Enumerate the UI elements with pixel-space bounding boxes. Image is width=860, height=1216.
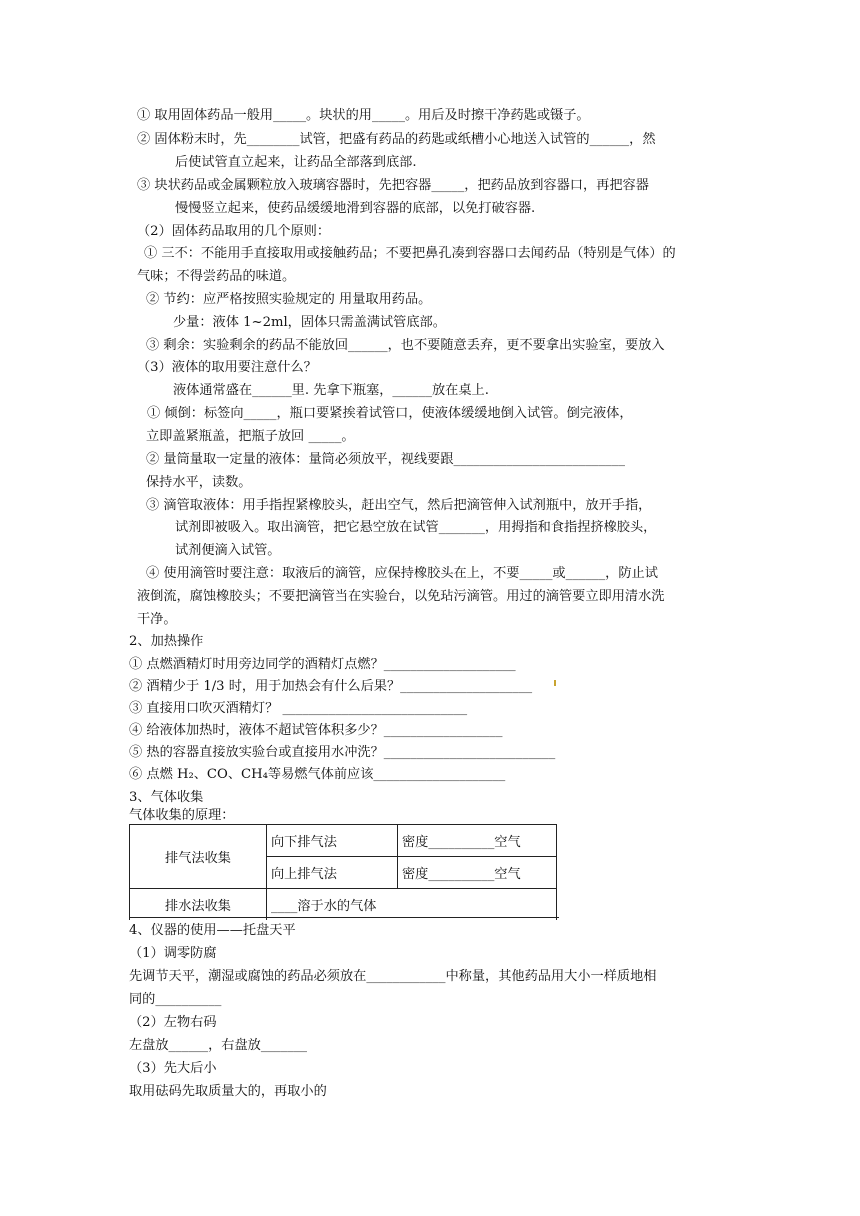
text-line: 液体通常盛在______里. 先拿下瓶塞，______放在桌上. <box>173 383 489 398</box>
text-line: ① 点燃酒精灯时用旁边同学的酒精灯点燃？____________________ <box>129 657 516 672</box>
text-line: 保持水平，读数。 <box>146 475 252 490</box>
table-cell-down: 向下排气法 <box>267 825 398 857</box>
text-line: 取用砝码先取质量大的，再取小的 <box>129 1084 327 1099</box>
text-line: ② 酒精少于 1/3 时，用于加热会有什么后果？____________________ <box>129 679 533 694</box>
text-line: 后使试管直立起来，让药品全部落到底部. <box>175 155 417 170</box>
table-cell-up: 向上排气法 <box>267 857 398 889</box>
text-line: 同的__________ <box>129 992 222 1007</box>
text-line: ③ 块状药品或金属颗粒放入玻璃容器时，先把容器_____，把药品放到容器口，再把容器 <box>137 178 649 193</box>
text-line: ⑤ 热的容器直接放实验台或直接用水冲洗？__________________________ <box>129 745 556 760</box>
text-line: ④ 使用滴管时要注意：取液后的滴管，应保持橡胶头在上，不要_____或______，防止试 <box>146 566 658 581</box>
section-heading: 3、气体收集 <box>129 790 204 805</box>
highlight-mark <box>554 680 556 686</box>
table-cell-density-gt: 密度__________空气 <box>398 857 557 889</box>
text-line: ③ 滴管取液体：用手指捏紧橡胶头，赶出空气，然后把滴管伸入试剂瓶中，放开手指， <box>146 498 652 513</box>
text-line: ① 三不：不能用手直接取用或接触药品；不要把鼻孔凑到容器口去闻药品（特别是气体）的 <box>144 246 676 261</box>
text-line: ② 固体粉末时，先________试管，把盛有药品的药匙或纸槽小心地送入试管的______，然 <box>137 132 656 147</box>
text-line: 气味；不得尝药品的味道。 <box>137 269 296 284</box>
text-line: ③ 直接用口吹灭酒精灯？ ____________________________ <box>129 701 468 716</box>
text-line: ① 取用固体药品一般用_____。块状的用_____。用后及时擦干净药匙或镊子。 <box>137 108 590 123</box>
text-line: 试剂即被吸入。取出滴管，把它悬空放在试管_______，用拇指和食指捏挤橡胶头， <box>175 520 657 535</box>
table-cell-density-lt: 密度__________空气 <box>398 825 557 857</box>
table-cell-water-desc: ____溶于水的气体 <box>267 889 557 921</box>
table-bottom-line <box>129 917 559 918</box>
section-heading: 2、加热操作 <box>129 634 204 649</box>
text-line: 干净。 <box>137 612 177 627</box>
table-cell-exhaust: 排气法收集 <box>130 825 267 889</box>
text-line: 气体收集的原理： <box>129 808 235 823</box>
text-line: 左盘放______，右盘放_______ <box>129 1038 308 1053</box>
text-line: 液倒流，腐蚀橡胶头；不要把滴管当在实验台，以免玷污滴管。用过的滴管要立即用清水洗 <box>137 589 665 604</box>
section-heading: （3）先大后小 <box>129 1061 217 1076</box>
section-heading: （3）液体的取用要注意什么？ <box>137 360 317 375</box>
section-heading: （2）左物右码 <box>129 1015 217 1030</box>
text-line: 立即盖紧瓶盖，把瓶子放回 _____。 <box>146 429 355 444</box>
section-heading: （1）调零防腐 <box>129 946 217 961</box>
text-line: ③ 剩余：实验剩余的药品不能放回______，也不要随意丢弃，更不要拿出实验室，要放入 <box>146 338 665 353</box>
text-line: 少量：液体 1~2ml，固体只需盖满试管底部。 <box>173 315 446 330</box>
text-line: ② 节约：应严格按照实验规定的 用量取用药品。 <box>146 292 432 307</box>
text-line: 慢慢竖立起来，使药品缓缓地滑到容器的底部，以免打破容器. <box>175 201 536 216</box>
text-line: ④ 给液体加热时，液体不超试管体积多少？__________________ <box>129 723 503 738</box>
text-line: ⑥ 点燃 H₂、CO、CH₄等易燃气体前应该____________________ <box>129 767 506 782</box>
text-line: ② 量筒量取一定量的液体：量筒必须放平，视线要跟__________________________ <box>146 452 625 467</box>
text-line: ① 倾倒：标签向_____，瓶口要紧挨着试管口，使液体缓缓地倒入试管。倒完液体， <box>147 406 633 421</box>
table-cell-water: 排水法收集 <box>130 889 267 921</box>
text-line: 试剂便滴入试管。 <box>175 543 281 558</box>
section-heading: 4、仪器的使用——托盘天平 <box>129 923 296 938</box>
section-heading: （2）固体药品取用的几个原则： <box>137 224 331 239</box>
gas-collection-table <box>129 824 557 920</box>
text-line: 先调节天平，潮湿或腐蚀的药品必须放在____________中称量，其他药品用大小一样质地相 <box>129 969 657 984</box>
